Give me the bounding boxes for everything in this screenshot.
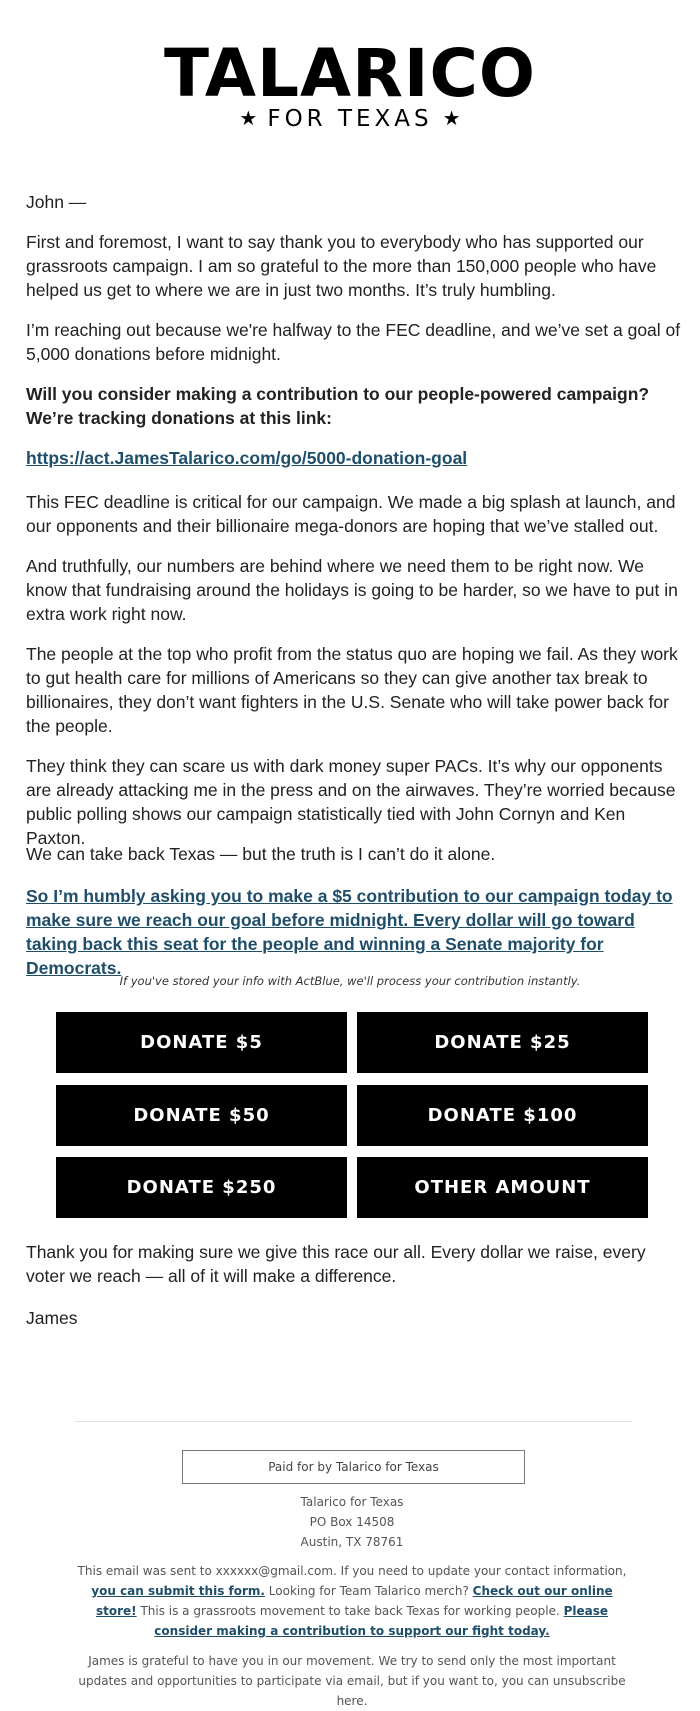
- donate-5-button[interactable]: DONATE $5: [56, 1012, 347, 1073]
- paragraph-5: And truthfully, our numbers are behind where we need them to be right now. We know that fundraising around the holidays is going to be harder, so we have to put in extra work right now.: [26, 556, 678, 624]
- greeting: John —: [26, 192, 87, 212]
- footer-divider: [75, 1421, 632, 1422]
- merch-text: Looking for Team Talarico merch?: [264, 1584, 473, 1598]
- signature: James: [26, 1308, 78, 1328]
- paid-for-box: [182, 1450, 525, 1484]
- five-dollar-ask-link[interactable]: So I’m humbly asking you to make a $5 contribution to our campaign today to make sure we reach our goal before midnight. Every dollar will go toward taking back this seat for the people and winning a Senate majority for Democrats.: [26, 886, 673, 978]
- footer-info-paragraph: [70, 1561, 634, 1641]
- paragraph-7: They think they can scare us with dark money super PACs. It’s why our opponents are already attacking me in the press and on the airwaves. They’re worried because public polling shows our campaign statistically tied with John Cornyn and Ken Paxton.: [26, 756, 676, 848]
- donate-100-button[interactable]: DONATE $100: [357, 1085, 648, 1146]
- update-contact-link[interactable]: you can submit this form.: [91, 1584, 265, 1598]
- unsubscribe-text[interactable]: James is grateful to have you in our movement. We try to send only the most important updates and opportunities to participate via email, but if you want to, you can unsubscribe here.: [78, 1654, 626, 1708]
- online-store-link[interactable]: Check out our online store!: [95, 1584, 613, 1618]
- movement-text: This is a grassroots movement to take back Texas for working people.: [136, 1604, 564, 1618]
- org-name: Talarico for Texas: [300, 1495, 404, 1509]
- logo-title: TALARICO: [163, 35, 537, 112]
- paragraph-8: We can take back Texas — but the truth is I can’t do it alone.: [26, 844, 496, 864]
- star-icon: ★: [239, 106, 258, 130]
- paid-for-text: Paid for by Talarico for Texas: [268, 1460, 439, 1474]
- sent-to-text: This email was sent to xxxxxx@gmail.com. If you need to update your contact information,: [77, 1564, 627, 1578]
- closing-paragraph: Thank you for making sure we give this race our all. Every dollar we raise, every voter we reach — all of it will make a difference.: [26, 1242, 646, 1286]
- email-header: [0, 0, 700, 190]
- actblue-disclaimer: If you've stored your info with ActBlue, we'll process your contribution instantly.: [119, 974, 581, 988]
- paragraph-4: This FEC deadline is critical for our campaign. We made a big splash at launch, and our opponents and their billionaire mega-donors are hoping that we’ve stalled out.: [26, 492, 676, 536]
- mailing-address: [70, 1492, 634, 1552]
- unsubscribe-paragraph: [70, 1651, 634, 1711]
- donate-25-button[interactable]: DONATE $25: [357, 1012, 648, 1073]
- contribute-link[interactable]: Please consider making a contribution to support our fight today.: [154, 1604, 609, 1638]
- ask-link-paragraph: [26, 884, 682, 980]
- address-line-2: Austin, TX 78761: [300, 1535, 404, 1549]
- star-icon: ★: [442, 106, 461, 130]
- donate-250-button[interactable]: DONATE $250: [56, 1157, 347, 1218]
- donate-other-amount-button[interactable]: OTHER AMOUNT: [357, 1157, 648, 1218]
- logo-subtitle: FOR TEXAS: [267, 106, 433, 132]
- paragraph-1: First and foremost, I want to say thank you to everybody who has supported our grassroots campaign. I am so grateful to the more than 150,000 people who have helped us get to where we are in just two months. It’s truly humbling.: [26, 232, 657, 300]
- paragraph-3-bold: Will you consider making a contribution to our people-powered campaign? We’re tracking donations at this link:: [26, 384, 650, 428]
- donation-link-row: [26, 446, 682, 470]
- logo-subtitle-row: [0, 103, 700, 135]
- donation-goal-link[interactable]: https://act.JamesTalarico.com/go/5000-donation-goal: [26, 448, 468, 468]
- address-line-1: PO Box 14508: [309, 1515, 395, 1529]
- paragraph-6: The people at the top who profit from the status quo are hoping we fail. As they work to gut health care for millions of Americans so they can give another tax break to billionaires, they don’t want fighters in the U.S. Senate who will take power back for the people.: [26, 644, 678, 736]
- paragraph-2: I’m reaching out because we're halfway to the FEC deadline, and we’ve set a goal of 5,000 donations before midnight.: [26, 320, 681, 364]
- donate-50-button[interactable]: DONATE $50: [56, 1085, 347, 1146]
